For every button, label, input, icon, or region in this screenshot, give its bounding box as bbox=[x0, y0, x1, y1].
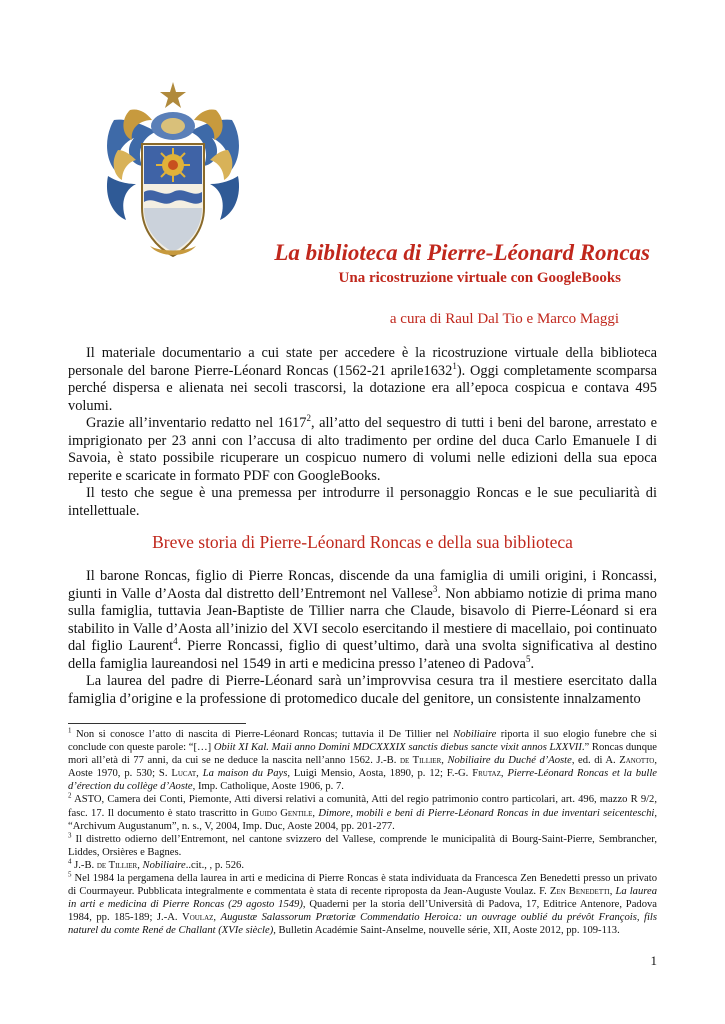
document-title: La biblioteca di Pierre-Léonard Roncas bbox=[274, 240, 650, 265]
footnote-3: $^3$ Il distretto odierno dell’Entremont, nel cantone svizzero del Vallese, comprende le municipalità di Bourg-Saint-Pierre, Sembrancher, Liddes, Orsières e Bagnes. bbox=[68, 831, 657, 858]
footnote-2: $^2$ ASTO, Camera dei Conti, Piemonte, Atti diversi relativi a comunità, Atti del regio patrimonio contro particolari, art. 496, mazzo R 9/2, fasc. 17. Il documento è stato trascritto in Guido Gentile, Dimore, mobili e beni di Pierre-Léonard Roncas in due inventari seicenteschi, “Archivum Augustanum”, n. s., V, 2004, Imp. Duc, Aoste 2004, pp. 201-277. bbox=[68, 791, 658, 832]
section-heading: Breve storia di Pierre-Léonard Roncas e della sua biblioteca bbox=[152, 532, 573, 552]
intro-paragraph: Grazie all’inventario redatto nel 1617$^2$, all’atto del sequestro di tutti i beni del barone, arrestato e imprigionato per 23 anni con l’accusa di alto tradimento per ordine del duca Carlo Emanuele I di Savoia, è stato possibile ricuperare un cospicuo numero di volumi nelle edizioni della sua epoca reperite e scaricate in formato PDF con GoogleBooks. bbox=[68, 413, 657, 484]
footnote-ref[interactable]: 3 bbox=[432, 583, 438, 594]
document-subtitle: Una ricostruzione virtuale con GoogleBooks bbox=[338, 270, 621, 286]
section-text bbox=[68, 568, 657, 708]
footnote-5: $^5$ Nel 1984 la pergamena della laurea in arti e medicina di Pierre Roncas è stata individuata da Francesca Zen Benedetti presso un privato di Courmayeur. Pubblicata integralmente e commentata è stata di recente riproposta da Jean-Auguste Voulaz. F. Zen Benedetti, La laurea in arti e medicina di Pierre Roncas (29 agosto 1549), Quaderni per la storia dell’Università di Padova, 17, Editrice Antenore, Padova 1984, pp. 185-189; J.-A. Voulaz, Augustæ Salassorum Prætoriæ Commendatio Heroica: un ouvrage oublié du prévôt François, fils naturel du comte René de Challant (XVIe siècle), Bulletin Académie Saint-Anselme, nouvelle série, XII, Aoste 2012, pp. 109-113. bbox=[68, 870, 657, 937]
intro-paragraph: Il testo che segue è una premessa per introdurre il personaggio Roncas e le sue peculiarità di intellettuale. bbox=[68, 485, 657, 519]
intro-paragraph: Il materiale documentario a cui state per accedere è la ricostruzione virtuale della biblioteca personale del barone Pierre-Léonard Roncas (1562-21 aprile1632$^1$). Oggi completamente scomparsa perché dispersa e alienata nei secoli trascorsi, la dotazione era all’epoca cospicua e contava 495 volumi. bbox=[68, 345, 657, 414]
document-authors: a cura di Raul Dal Tio e Marco Maggi bbox=[389, 311, 619, 327]
intro-text bbox=[68, 345, 657, 520]
section-paragraph: Il barone Roncas, figlio di Pierre Roncas, discende da una famiglia di umili origini, i Roncassi, giunti in Valle d’Aosta dal distretto dell’Entremont nel Vallese$^3$. Non abbiamo notizie di prima mano sulla famiglia, tuttavia Jean-Baptiste de Tillier narra che Claude, bisavolo di Pierre-Léonard si era stabilito in Valle d’Aosta all’inizio del XVI secolo esercitando il mestiere di macellaio, poi continuato dal figlio Laurent$^4$. Pierre Roncassi, figlio di quest’ultimo, darà una svolta significativa al destino della famiglia laureandosi nel 1549 in arti e medicina presso l’ateneo di Padova$^5$. bbox=[68, 568, 658, 672]
footnote-ref[interactable]: 5 bbox=[525, 653, 531, 664]
coat-of-arms-icon bbox=[100, 80, 246, 262]
page-number: 1 bbox=[650, 953, 657, 968]
footnote-1: $^1$ Non si conosce l’atto di nascita di Pierre-Léonard Roncas; tuttavia il De Tillier nel Nobiliaire riporta il suo elogio funebre che si conclude con queste parole: “[…] Obiit XI Kal. Maii anno Domini MDCXXXIX sanctis diebus sancte vixit annos LXXVII.” Roncas dunque morì all’età di 77 anni, da cui se ne deduce la nascita nell’anno 1562. J.-B. de Tillier, Nobiliaire du Duché d’Aoste, ed. di A. Zanotto, Aoste 1970, p. 530; S. Lucat, La maison du Pays, Luigi Mensio, Aosta, 1890, p. 12; F.-G. Frutaz, Pierre-Léonard Roncas et la bulle d’érection du collège d’Aoste, Imp. Catholique, Aoste 1906, p. 7. bbox=[68, 726, 658, 793]
footnote-ref[interactable]: 4 bbox=[173, 636, 178, 647]
footnote-ref[interactable]: 1 bbox=[452, 360, 457, 371]
footnote-4: $^4$ J.-B. de Tillier, Nobiliaire..cit., , p. 526. bbox=[68, 857, 244, 871]
footnotes bbox=[68, 728, 657, 938]
footnote-divider bbox=[68, 723, 246, 724]
section-paragraph: La laurea del padre di Pierre-Léonard sarà un’improvvisa cesura tra il mestiere esercitato dalla famiglia d’origine e la professione di protomedico ducale del genitore, un consistente innalzamento bbox=[68, 673, 657, 707]
footnote-ref[interactable]: 2 bbox=[306, 413, 311, 424]
